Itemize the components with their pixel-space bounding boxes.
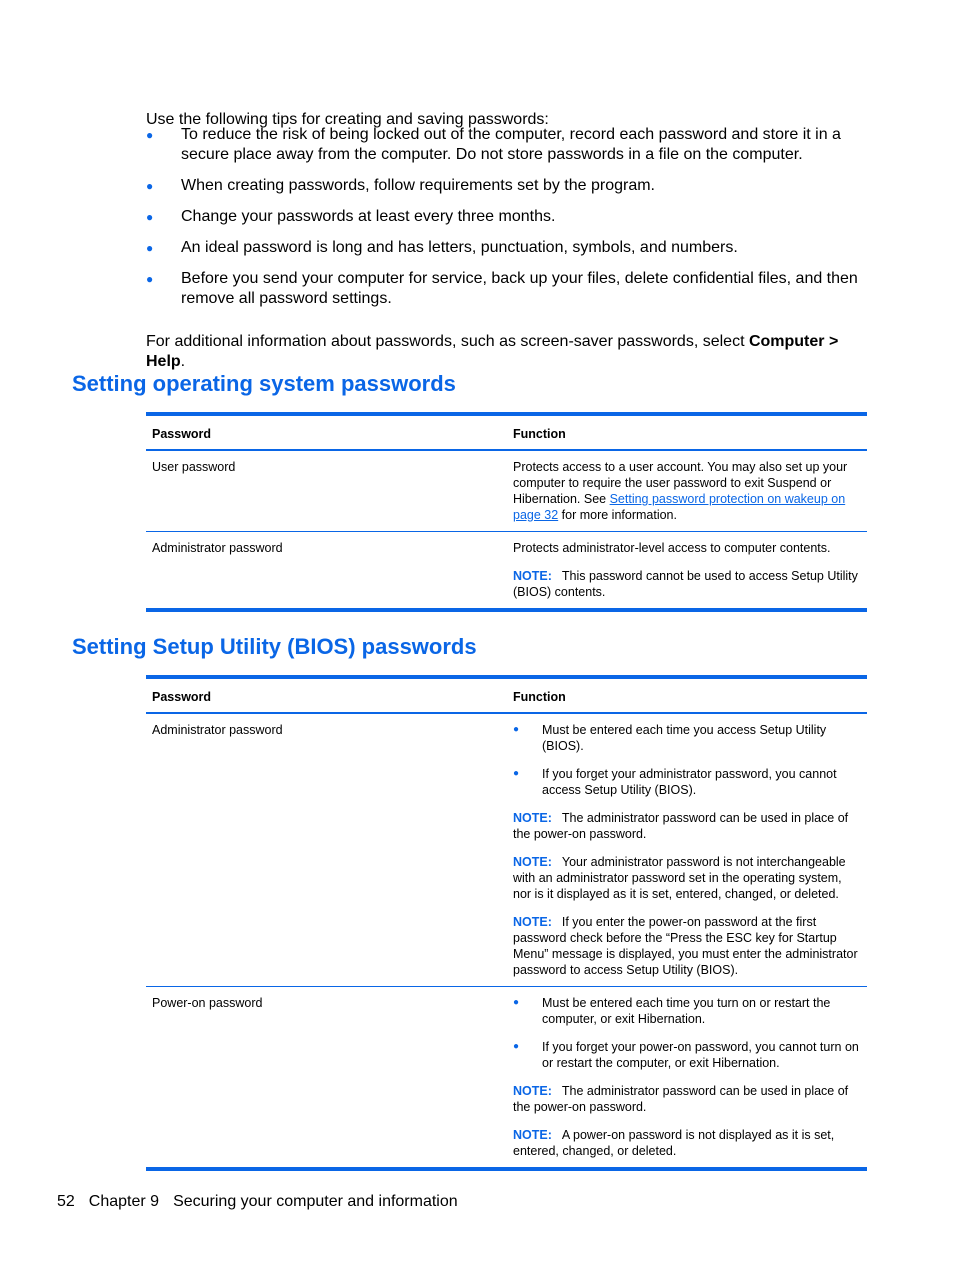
function-list: [513, 995, 861, 1071]
more-info-text: [146, 332, 866, 372]
section-heading-os: Setting operating system passwords: [72, 371, 456, 396]
column-header-function: Function: [507, 414, 867, 450]
column-header-password: Password: [146, 677, 507, 713]
note-text: A power-on password is not displayed as it is set, entered, changed, or deleted.: [513, 1128, 835, 1158]
note: [513, 568, 861, 600]
function-text: for more information.: [558, 508, 677, 522]
note: [513, 1083, 861, 1115]
chapter-title: Securing your computer and information: [173, 1193, 458, 1210]
list-item: ● Must be entered each time you turn on or restart the computer, or exit Hibernation.: [513, 995, 861, 1027]
password-function: [507, 987, 867, 1170]
password-function: [507, 713, 867, 987]
password-function: [507, 450, 867, 532]
list-item: ● If you forget your administrator password, you cannot access Setup Utility (BIOS).: [513, 766, 861, 798]
intro-text: Use the following tips for creating and saving passwords:: [146, 111, 549, 128]
list-item: ● To reduce the risk of being locked out of the computer, record each password and store it in a secure place away from the computer. Do not store passwords in a file on the computer.: [146, 125, 866, 165]
menu-path: Computer > Help: [146, 333, 839, 370]
page-footer: [57, 1192, 472, 1212]
os-password-table: [146, 412, 867, 612]
list-item: ● An ideal password is long and has letters, punctuation, symbols, and numbers.: [146, 238, 866, 258]
list-item: ● Change your passwords at least every three months.: [146, 207, 866, 227]
more-info-end: .: [180, 353, 186, 370]
bios-password-table: [146, 675, 867, 1171]
page-number: 52: [57, 1193, 75, 1210]
note-label: NOTE:: [513, 1084, 552, 1098]
more-info-lead: For additional information about passwords, such as screen-saver passwords, select: [146, 333, 749, 350]
list-item: ● If you forget your power-on password, you cannot turn on or restart the computer, or exit Hibernation.: [513, 1039, 861, 1071]
table-row: [146, 987, 867, 1170]
note: [513, 1127, 861, 1159]
note-label: NOTE:: [513, 811, 552, 825]
table-row: [146, 450, 867, 532]
note-label: NOTE:: [513, 1128, 552, 1142]
list-item: ● Before you send your computer for service, back up your files, delete confidential files, and then remove all password settings.: [146, 269, 866, 309]
function-text: Protects access to a user account. You may also set up your computer to require the user password to exit Suspend or Hibernation. See: [513, 460, 848, 506]
note: [513, 914, 861, 978]
list-item: ● Must be entered each time you access Setup Utility (BIOS).: [513, 722, 861, 754]
function-text: Protects administrator-level access to computer contents.: [513, 541, 831, 555]
note-text: The administrator password can be used in place of the power-on password.: [513, 1084, 849, 1114]
note-label: NOTE:: [513, 855, 552, 869]
table-row: [146, 713, 867, 987]
password-function: [507, 532, 867, 611]
column-header-function: Function: [507, 677, 867, 713]
password-name: Administrator password: [146, 713, 507, 987]
list-item: ● When creating passwords, follow requirements set by the program.: [146, 176, 866, 196]
column-header-password: Password: [146, 414, 507, 450]
password-name: User password: [146, 450, 507, 532]
note-text: The administrator password can be used in place of the power-on password.: [513, 811, 849, 841]
note-label: NOTE:: [513, 569, 552, 583]
note-text: Your administrator password is not interchangeable with an administrator password set in the operating system, nor is it displayed as it is set, entered, changed, or deleted.: [513, 855, 846, 901]
chapter-label: Chapter 9: [88, 1193, 160, 1210]
note: [513, 810, 861, 842]
password-name: Power-on password: [146, 987, 507, 1170]
password-name: Administrator password: [146, 532, 507, 611]
table-row: [146, 532, 867, 611]
section-heading-bios: Setting Setup Utility (BIOS) passwords: [72, 634, 477, 659]
wakeup-link[interactable]: Setting password protection on wakeup on page 32: [513, 492, 846, 522]
note: [513, 854, 861, 902]
note-label: NOTE:: [513, 915, 552, 929]
note-text: This password cannot be used to access Setup Utility (BIOS) contents.: [513, 569, 858, 599]
tips-list: [146, 125, 866, 320]
note-text: If you enter the power-on password at the first password check before the “Press the ESC key for Startup Menu” message is displayed, you must enter the administrator password to access Setup Utility (BIOS).: [513, 915, 858, 977]
function-list: [513, 722, 861, 798]
